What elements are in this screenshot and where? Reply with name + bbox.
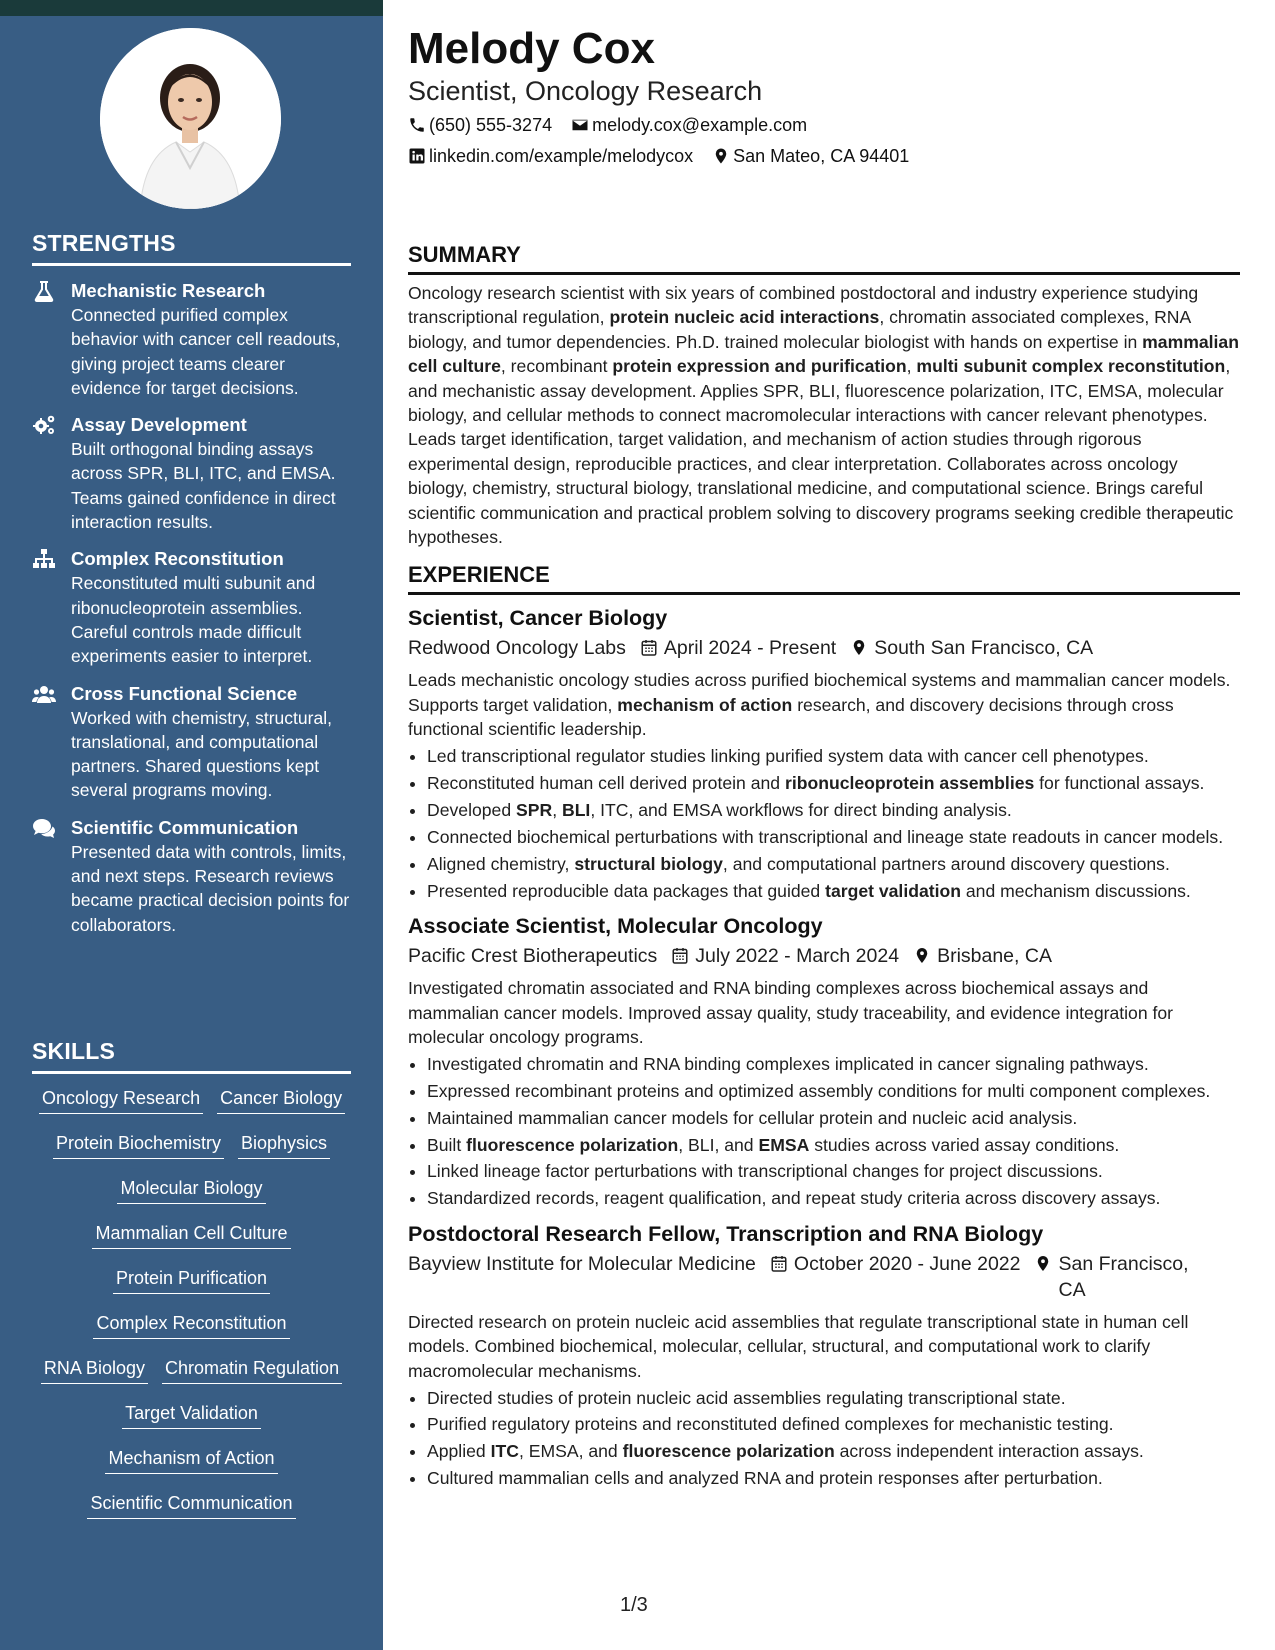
- job-meta: [408, 635, 1240, 661]
- experience-heading: EXPERIENCE: [408, 561, 1240, 595]
- strength-item: [32, 412, 351, 534]
- bullet-item: [427, 771, 1240, 795]
- calendar-icon: [770, 1254, 788, 1273]
- strengths-section: [32, 230, 351, 937]
- text-segment: Directed studies of protein nucleic acid assemblies regulating transcriptional state.: [427, 1387, 1066, 1408]
- skill-tag: Chromatin Regulation: [162, 1356, 342, 1384]
- map-pin-icon: [712, 147, 730, 165]
- strength-text: Reconstituted multi subunit and ribonucleoprotein assemblies. Careful controls made difficult experiments easier to interpret.: [71, 573, 316, 667]
- text-segment: Reconstituted human cell derived protein and: [427, 773, 785, 794]
- bullet-item: [427, 744, 1240, 768]
- bullet-item: [427, 1079, 1240, 1103]
- linkedin-item: [408, 144, 693, 168]
- strengths-heading: STRENGTHS: [32, 230, 351, 266]
- bold-text: EMSA: [758, 1134, 810, 1155]
- phone-icon: [408, 116, 426, 134]
- skill-tag: Protein Biochemistry: [53, 1131, 224, 1159]
- bullet-item: [427, 825, 1240, 849]
- company-name: Redwood Oncology Labs: [408, 637, 626, 660]
- job-description: [408, 976, 1240, 1049]
- top-band: [0, 0, 383, 16]
- skills-row: [32, 1311, 351, 1356]
- linkedin-text: linkedin.com/example/melodycox: [429, 146, 694, 166]
- text-segment: , and computational partners around discovery questions.: [722, 853, 1170, 874]
- bullet-item: [427, 1439, 1240, 1463]
- skill-tag: Mechanism of Action: [105, 1446, 277, 1474]
- job-entry: [408, 1219, 1240, 1491]
- envelope-icon: [571, 116, 589, 134]
- skills-row: [32, 1446, 351, 1491]
- strength-text: Presented data with controls, limits, and next steps. Research reviews became practical decision points for collaborators.: [71, 841, 350, 935]
- text-segment: Presented reproducible data packages that guided: [427, 880, 826, 901]
- text-segment: Standardized records, reagent qualification, and repeat study criteria across discovery assays.: [427, 1188, 1161, 1209]
- skills-row: [32, 1491, 351, 1536]
- text-segment: Purified regulatory proteins and reconstituted defined complexes for mechanistic testing.: [427, 1414, 1114, 1435]
- email-item: [571, 113, 807, 137]
- job-meta: [408, 943, 1240, 969]
- flask-icon: [32, 280, 56, 302]
- strengths-list: [32, 278, 351, 937]
- sitemap-icon: [32, 548, 56, 570]
- strength-title: Cross Functional Science: [71, 682, 298, 704]
- contact-row-1: [408, 113, 821, 137]
- text-segment: for functional assays.: [1034, 773, 1205, 794]
- text-segment: Led transcriptional regulator studies linking purified system data with cancer cell phenotypes.: [427, 746, 1149, 767]
- text-segment: , chromatin associated complexes, RNA biology, and tumor dependencies. Ph.D. trained molecular biologist with hands on expertise in: [408, 307, 1191, 352]
- job-meta: [408, 1251, 1240, 1303]
- text-segment: Oncology research scientist with six years of combined postdoctoral and industry experience studying transcriptional regulation,: [408, 283, 1199, 328]
- candidate-name: Melody Cox: [408, 24, 655, 73]
- job-dates: July 2022 - March 2024: [695, 945, 900, 968]
- job-dates: April 2024 - Present: [663, 637, 837, 660]
- text-segment: Developed: [427, 800, 517, 820]
- strength-text: Connected purified complex behavior with cancer cell readouts, giving project teams clearer evidence for target decisions.: [71, 305, 341, 398]
- bold-text: fluorescence polarization: [622, 1441, 835, 1462]
- job-entry: [408, 911, 1240, 1211]
- skills-row: [32, 1176, 351, 1221]
- bold-text: target validation: [825, 880, 961, 901]
- bullet-item: [427, 879, 1240, 903]
- text-segment: Directed research on protein nucleic acid assemblies that regulate transcriptional state in human cell models. Combined biochemical, molecular, cellular, structural, and computational work to clarify macromolecular mechanisms.: [408, 1311, 1189, 1381]
- profile-photo: [100, 28, 281, 209]
- job-title: Associate Scientist, Molecular Oncology: [408, 914, 823, 939]
- job-title: Postdoctoral Research Fellow, Transcription and RNA Biology: [408, 1221, 1044, 1246]
- bold-text: structural biology: [574, 853, 723, 874]
- users-icon: [32, 683, 56, 705]
- phone-item: [408, 113, 552, 137]
- skills-row: [32, 1086, 351, 1131]
- calendar-icon: [671, 946, 689, 965]
- skills-section: [32, 1038, 351, 1536]
- text-segment: research, and discovery decisions through cross functional scientific leadership.: [408, 694, 1174, 740]
- text-segment: , EMSA, and: [518, 1441, 623, 1462]
- bullet-item: [427, 1052, 1240, 1076]
- skill-tag: Oncology Research: [39, 1086, 203, 1114]
- job-description: [408, 1310, 1240, 1383]
- text-segment: Expressed recombinant proteins and optimized assembly conditions for multi component complexes.: [427, 1080, 1211, 1101]
- location-text: San Mateo, CA 94401: [733, 146, 910, 166]
- experience-list: [408, 603, 1240, 1490]
- job-description: [408, 668, 1240, 741]
- bullet-item: [427, 1466, 1240, 1490]
- skill-tag: Mammalian Cell Culture: [92, 1221, 290, 1249]
- summary-text: [408, 281, 1240, 549]
- text-segment: , ITC, and EMSA workflows for direct binding analysis.: [590, 800, 1012, 820]
- map-pin-icon: [850, 638, 868, 657]
- skill-tag: Scientific Communication: [87, 1491, 295, 1519]
- strength-item: [32, 278, 351, 400]
- text-segment: studies across varied assay conditions.: [809, 1134, 1120, 1155]
- text-segment: Cultured mammalian cells and analyzed RNA and protein responses after perturbation.: [427, 1468, 1103, 1489]
- bold-text: ITC: [490, 1441, 519, 1462]
- text-segment: Investigated chromatin associated and RNA binding complexes across biochemical assays and mammalian cancer models. Improved assay quality, study traceability, and evidence integration for molecular oncology programs.: [408, 978, 1174, 1047]
- job-location: Brisbane, CA: [937, 945, 1052, 968]
- skill-tag: Target Validation: [122, 1401, 261, 1429]
- sidebar: [0, 0, 383, 1650]
- skill-tag: Protein Purification: [113, 1266, 270, 1294]
- job-entry: [408, 603, 1240, 903]
- strength-text: Worked with chemistry, structural, translational, and computational partners. Shared questions kept several programs moving.: [71, 707, 332, 801]
- bullet-item: [427, 1106, 1240, 1130]
- text-segment: and mechanism discussions.: [960, 880, 1191, 901]
- text-segment: Leads mechanistic oncology studies across purified biochemical systems and mammalian cancer models. Supports target validation,: [408, 670, 1231, 715]
- job-bullets: [408, 1052, 1240, 1211]
- strength-text: Built orthogonal binding assays across SPR, BLI, ITC, and EMSA. Teams gained confidence in direct interaction results.: [71, 439, 336, 533]
- skills-list: [32, 1086, 351, 1536]
- bold-text: ribonucleoprotein assemblies: [784, 773, 1035, 794]
- text-segment: Aligned chemistry,: [427, 853, 575, 874]
- text-segment: Investigated chromatin and RNA binding complexes implicated in cancer signaling pathways.: [427, 1053, 1149, 1074]
- bold-text: BLI: [561, 800, 591, 820]
- skills-row: [32, 1266, 351, 1311]
- page-number: 1/3: [620, 1594, 648, 1616]
- job-location: San Francisco, CA: [1058, 1252, 1189, 1301]
- text-segment: Applied: [427, 1441, 491, 1462]
- strength-title: Complex Reconstitution: [71, 548, 284, 570]
- bullet-item: [427, 1412, 1240, 1436]
- bold-text: mechanism of action: [617, 694, 793, 715]
- strength-item: [32, 546, 351, 668]
- bold-text: protein expression and purification: [612, 356, 907, 377]
- summary-heading: SUMMARY: [408, 241, 1240, 275]
- skill-tag: RNA Biology: [41, 1356, 148, 1384]
- job-dates: October 2020 - June 2022: [793, 1252, 1021, 1275]
- comments-icon: [32, 817, 56, 839]
- bold-text: mammalian cell culture: [408, 331, 1239, 377]
- location-item: [712, 144, 909, 168]
- map-pin-icon: [913, 946, 931, 965]
- strength-item: [32, 815, 351, 937]
- bold-text: protein nucleic acid interactions: [609, 307, 880, 328]
- bold-text: fluorescence polarization: [466, 1134, 679, 1155]
- bullet-item: [427, 852, 1240, 876]
- map-pin-icon: [1034, 1254, 1052, 1273]
- skill-tag: Complex Reconstitution: [93, 1311, 289, 1339]
- strength-title: Mechanistic Research: [71, 280, 266, 301]
- strength-item: [32, 681, 351, 803]
- text-segment: Maintained mammalian cancer models for cellular protein and nucleic acid analysis.: [427, 1107, 1078, 1128]
- job-title: Scientist, Cancer Biology: [408, 606, 668, 631]
- bullet-item: [427, 1186, 1240, 1210]
- text-segment: Linked lineage factor perturbations with transcriptional changes for project discussions.: [427, 1161, 1103, 1182]
- gears-icon: [32, 414, 56, 436]
- phone-text: (650) 555-3274: [429, 115, 553, 135]
- job-bullets: [408, 1386, 1240, 1491]
- text-segment: ,: [552, 800, 562, 820]
- text-segment: Built: [427, 1134, 467, 1155]
- text-segment: , BLI, and: [678, 1134, 759, 1155]
- strength-title: Scientific Communication: [71, 816, 299, 838]
- skills-row: [32, 1131, 351, 1176]
- text-segment: ,: [906, 356, 917, 377]
- bullet-item: [427, 798, 1240, 822]
- company-name: Bayview Institute for Molecular Medicine: [408, 1252, 756, 1275]
- bullet-item: [427, 1386, 1240, 1410]
- bold-text: SPR: [516, 800, 553, 820]
- job-location: South San Francisco, CA: [874, 637, 1094, 660]
- linkedin-icon: [408, 147, 426, 165]
- skills-heading: SKILLS: [32, 1038, 351, 1074]
- text-segment: across independent interaction assays.: [834, 1441, 1144, 1462]
- profile-photo-illustration: [100, 28, 281, 209]
- strength-title: Assay Development: [71, 414, 247, 436]
- text-segment: , recombinant: [500, 356, 613, 377]
- company-name: Pacific Crest Biotherapeutics: [408, 945, 658, 968]
- skills-row: [32, 1401, 351, 1446]
- skills-row: [32, 1356, 351, 1401]
- summary-section: [408, 241, 1240, 1491]
- calendar-icon: [640, 638, 658, 657]
- bullet-item: [427, 1159, 1240, 1183]
- text-segment: , and mechanistic assay development. Applies SPR, BLI, fluorescence polarization, ITC, EMSA, molecular biology, and cellular methods to connect macromolecular interactions with cancer relevant phenotypes. Leads target identification, target validation, and mechanism of action studies through rigorous experimental design, reproducible practices, and clear interpretation. Collaborates across oncology biology, chemistry, structural biology, translational medicine, and computational science. Brings careful scientific communication and practical problem solving to discovery programs seeking credible therapeutic hypotheses.: [408, 356, 1234, 548]
- bullet-item: [427, 1133, 1240, 1157]
- email-text: melody.cox@example.com: [592, 115, 808, 135]
- contact-row-2: [408, 144, 923, 168]
- candidate-title: Scientist, Oncology Research: [408, 76, 763, 106]
- skill-tag: Biophysics: [238, 1131, 330, 1159]
- text-segment: Connected biochemical perturbations with transcriptional and lineage state readouts in cancer models.: [427, 826, 1224, 847]
- job-bullets: [408, 744, 1240, 903]
- bold-text: multi subunit complex reconstitution: [916, 356, 1226, 377]
- skills-row: [32, 1221, 351, 1266]
- skill-tag: Cancer Biology: [217, 1086, 345, 1114]
- skill-tag: Molecular Biology: [117, 1176, 265, 1204]
